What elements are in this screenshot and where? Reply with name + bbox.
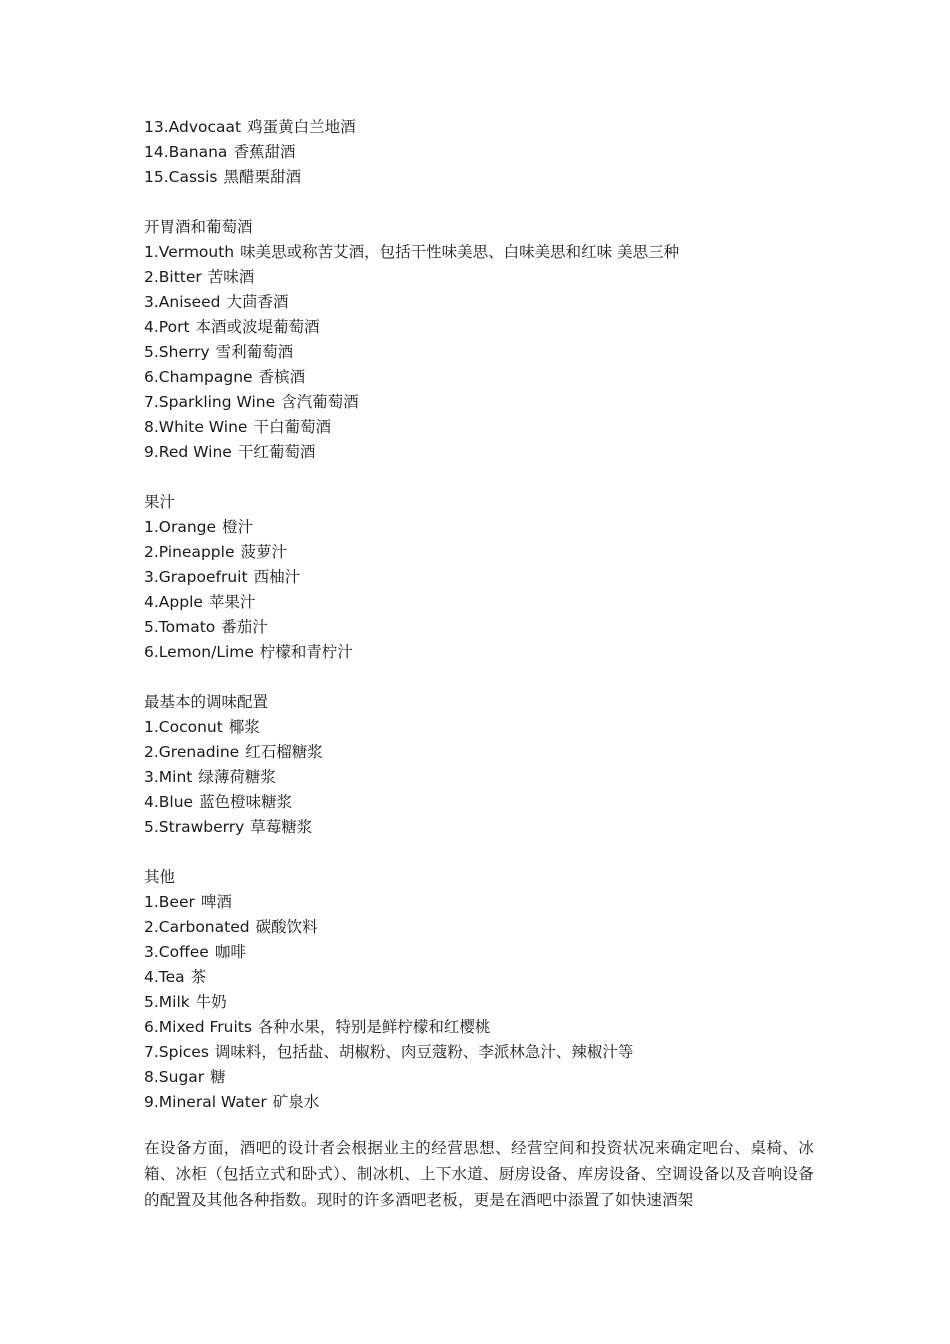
list-item: 5.Strawberry 草莓糖浆 bbox=[144, 818, 313, 836]
list-item: 3.Coffee 咖啡 bbox=[144, 943, 246, 961]
spacer bbox=[144, 840, 814, 865]
list-item: 5.Milk 牛奶 bbox=[144, 993, 227, 1011]
list-item: 2.Pineapple 菠萝汁 bbox=[144, 543, 287, 561]
spacer bbox=[144, 465, 814, 490]
list-item: 5.Sherry 雪利葡萄酒 bbox=[144, 343, 294, 361]
list-item: 1.Vermouth 味美思或称苦艾酒，包括干性味美思、白味美思和红味 美思三种 bbox=[144, 243, 680, 261]
list-item: 15.Cassis 黑醋栗甜酒 bbox=[144, 168, 302, 186]
list-item: 1.Orange 橙汁 bbox=[144, 518, 254, 536]
equipment-paragraph: 在设备方面，酒吧的设计者会根据业主的经营思想、经营空间和投资状况来确定吧台、桌椅、冰箱、冰柜（包括立式和卧式）、制冰机、上下水道、厨房设备、库房设备、空调设备以及音响设备的配置及其他各种指数。现时的许多酒吧老板，更是在酒吧中添置了如快速酒架 bbox=[144, 1139, 814, 1209]
section-heading: 最基本的调味配置 bbox=[144, 693, 269, 711]
list-item: 1.Coconut 椰浆 bbox=[144, 718, 260, 736]
list-item: 9.Mineral Water 矿泉水 bbox=[144, 1093, 320, 1111]
list-item: 8.Sugar 糖 bbox=[144, 1068, 226, 1086]
list-item: 7.Spices 调味料，包括盐、胡椒粉、肉豆蔻粉、李派林急汁、辣椒汁等 bbox=[144, 1043, 634, 1061]
list-item: 3.Mint 绿薄荷糖浆 bbox=[144, 768, 276, 786]
list-item: 4.Tea 茶 bbox=[144, 968, 207, 986]
other-section bbox=[144, 865, 814, 1115]
section-heading: 果汁 bbox=[144, 493, 176, 511]
list-item: 5.Tomato 番茄汁 bbox=[144, 618, 268, 636]
list-item: 8.White Wine 干白葡萄酒 bbox=[144, 418, 331, 436]
juice-section bbox=[144, 490, 814, 665]
list-item: 3.Aniseed 大茴香酒 bbox=[144, 293, 289, 311]
liqueur-list bbox=[144, 115, 814, 190]
list-item: 3.Grapoefruit 西柚汁 bbox=[144, 568, 301, 586]
list-item: 4.Blue 蓝色橙味糖浆 bbox=[144, 793, 293, 811]
list-item: 9.Red Wine 干红葡萄酒 bbox=[144, 443, 316, 461]
spacer bbox=[144, 190, 814, 215]
section-heading: 开胃酒和葡萄酒 bbox=[144, 218, 253, 236]
list-item: 14.Banana 香蕉甜酒 bbox=[144, 143, 296, 161]
list-item: 2.Grenadine 红石榴糖浆 bbox=[144, 743, 323, 761]
spacer bbox=[144, 665, 814, 690]
list-item: 6.Mixed Fruits 各种水果，特别是鲜柠檬和红樱桃 bbox=[144, 1018, 491, 1036]
list-item: 6.Lemon/Lime 柠檬和青柠汁 bbox=[144, 643, 353, 661]
list-item: 13.Advocaat 鸡蛋黄白兰地酒 bbox=[144, 118, 356, 136]
list-item: 1.Beer 啤酒 bbox=[144, 893, 232, 911]
section-heading: 其他 bbox=[144, 868, 176, 886]
aperitif-section bbox=[144, 215, 814, 465]
list-item: 2.Bitter 苦味酒 bbox=[144, 268, 255, 286]
spacer bbox=[144, 1115, 814, 1135]
list-item: 7.Sparkling Wine 含汽葡萄酒 bbox=[144, 393, 359, 411]
list-item: 6.Champagne 香槟酒 bbox=[144, 368, 306, 386]
list-item: 4.Port 本酒或波堤葡萄酒 bbox=[144, 318, 320, 336]
list-item: 2.Carbonated 碳酸饮料 bbox=[144, 918, 318, 936]
syrup-section bbox=[144, 690, 814, 840]
document-page bbox=[144, 115, 814, 1229]
list-item: 4.Apple 苹果汁 bbox=[144, 593, 256, 611]
